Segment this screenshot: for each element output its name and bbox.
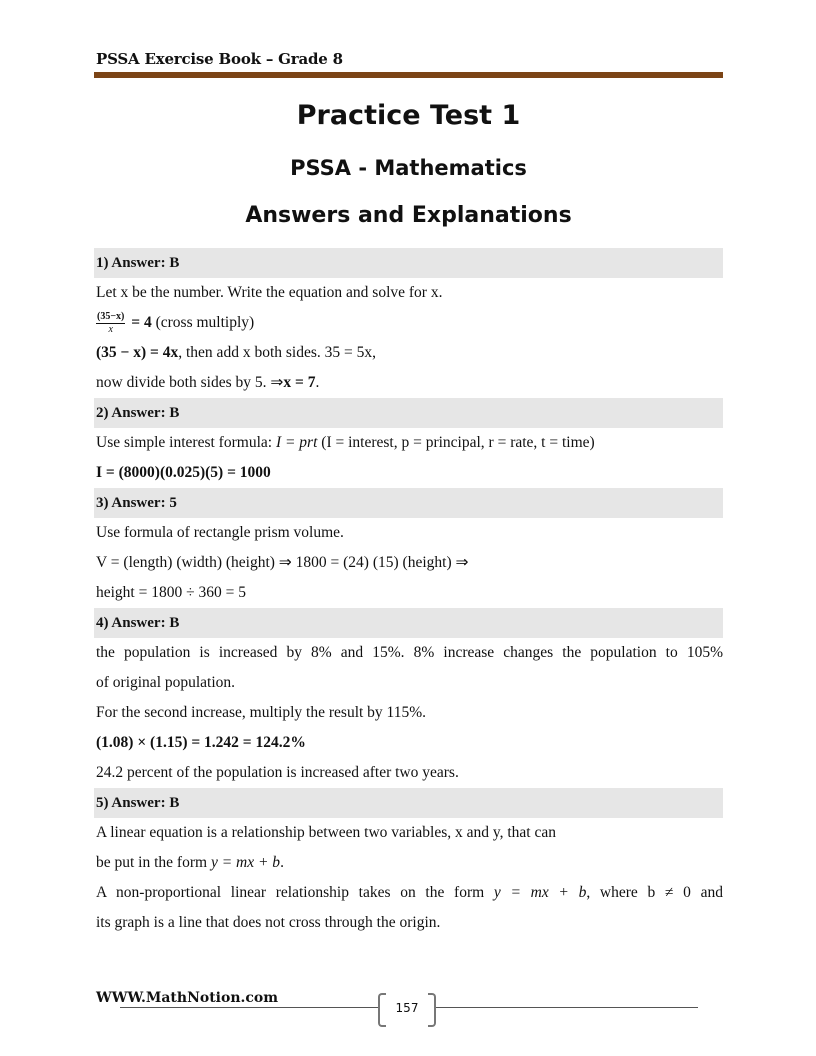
answer-header-1: 1) Answer: B <box>94 248 723 278</box>
page-title: Practice Test 1 <box>296 100 521 131</box>
fraction-numerator: (35−x) <box>97 310 125 322</box>
explanation-text: now divide both sides by 5. ⇒ <box>96 374 284 391</box>
equation-line <box>94 338 723 368</box>
explanation-line: Use formula of rectangle prism volume. <box>96 524 344 541</box>
explanation-text: Use simple interest formula: <box>96 434 276 451</box>
explanation-line <box>94 368 723 398</box>
formula-text: y = mx + b <box>493 884 587 901</box>
explanation-text: A non-proportional linear relationship takes on the form <box>96 884 494 901</box>
subject-title: PSSA - Mathematics <box>290 156 527 180</box>
equation-line: (1.08) × (1.15) = 1.242 = 124.2% <box>96 734 306 751</box>
explanation-line: height = 1800 ÷ 360 = 5 <box>96 584 246 601</box>
explanation-text: , where b ≠ 0 and <box>586 884 723 901</box>
explanation-line <box>94 878 723 908</box>
explanation-text: , then add x both sides. 35 = 5x, <box>178 344 376 361</box>
page-number: 157 <box>395 1001 419 1015</box>
fraction-denominator: x <box>108 323 113 335</box>
explanation-line: 24.2 percent of the population is increased after two years. <box>96 764 459 781</box>
explanation-line: Let x be the number. Write the equation and solve for x. <box>96 284 443 301</box>
explanation-text: be put in the form <box>96 854 211 871</box>
footer-website: WWW.MathNotion.com <box>96 990 279 1006</box>
equation-text: (35 − x) = 4x <box>96 344 179 361</box>
equation-line <box>94 308 723 338</box>
header-divider <box>94 72 723 78</box>
formula-text: I = prt <box>275 434 318 451</box>
explanation-line: its graph is a line that does not cross through the origin. <box>96 914 441 931</box>
fraction <box>96 311 125 336</box>
explanation-line: For the second increase, multiply the result by 115%. <box>96 704 427 721</box>
equation-line: I = (8000)(0.025)(5) = 1000 <box>96 464 271 481</box>
explanation-line <box>94 848 723 878</box>
explanation-line: A linear equation is a relationship between two variables, x and y, that can <box>96 824 556 841</box>
section-title: Answers and Explanations <box>245 203 572 228</box>
explanation-text: . <box>315 374 320 391</box>
answer-header-5: 5) Answer: B <box>94 788 723 818</box>
answer-header-2: 2) Answer: B <box>94 398 723 428</box>
answers-content <box>94 248 723 938</box>
answer-header-4: 4) Answer: B <box>94 608 723 638</box>
explanation-line: the population is increased by 8% and 15%. 8% increase changes the population to 105% <box>96 644 723 661</box>
explanation-text: (I = interest, p = principal, r = rate, t = time) <box>317 434 595 451</box>
formula-text: y = mx + b <box>210 854 281 871</box>
answer-header-3: 3) Answer: 5 <box>94 488 723 518</box>
explanation-line: V = (length) (width) (height) ⇒ 1800 = (24) (15) (height) ⇒ <box>96 554 469 571</box>
right-bracket-icon <box>428 993 436 1027</box>
explanation-line: of original population. <box>96 674 236 691</box>
running-header: PSSA Exercise Book – Grade 8 <box>96 50 343 68</box>
equation-text: x = 7 <box>283 374 316 391</box>
equation-text: = 4 <box>131 314 152 331</box>
explanation-text: . <box>280 854 284 871</box>
explanation-text: (cross multiply) <box>151 314 255 331</box>
left-bracket-icon <box>378 993 386 1027</box>
page-number-box <box>378 993 436 1023</box>
explanation-line <box>94 428 723 458</box>
